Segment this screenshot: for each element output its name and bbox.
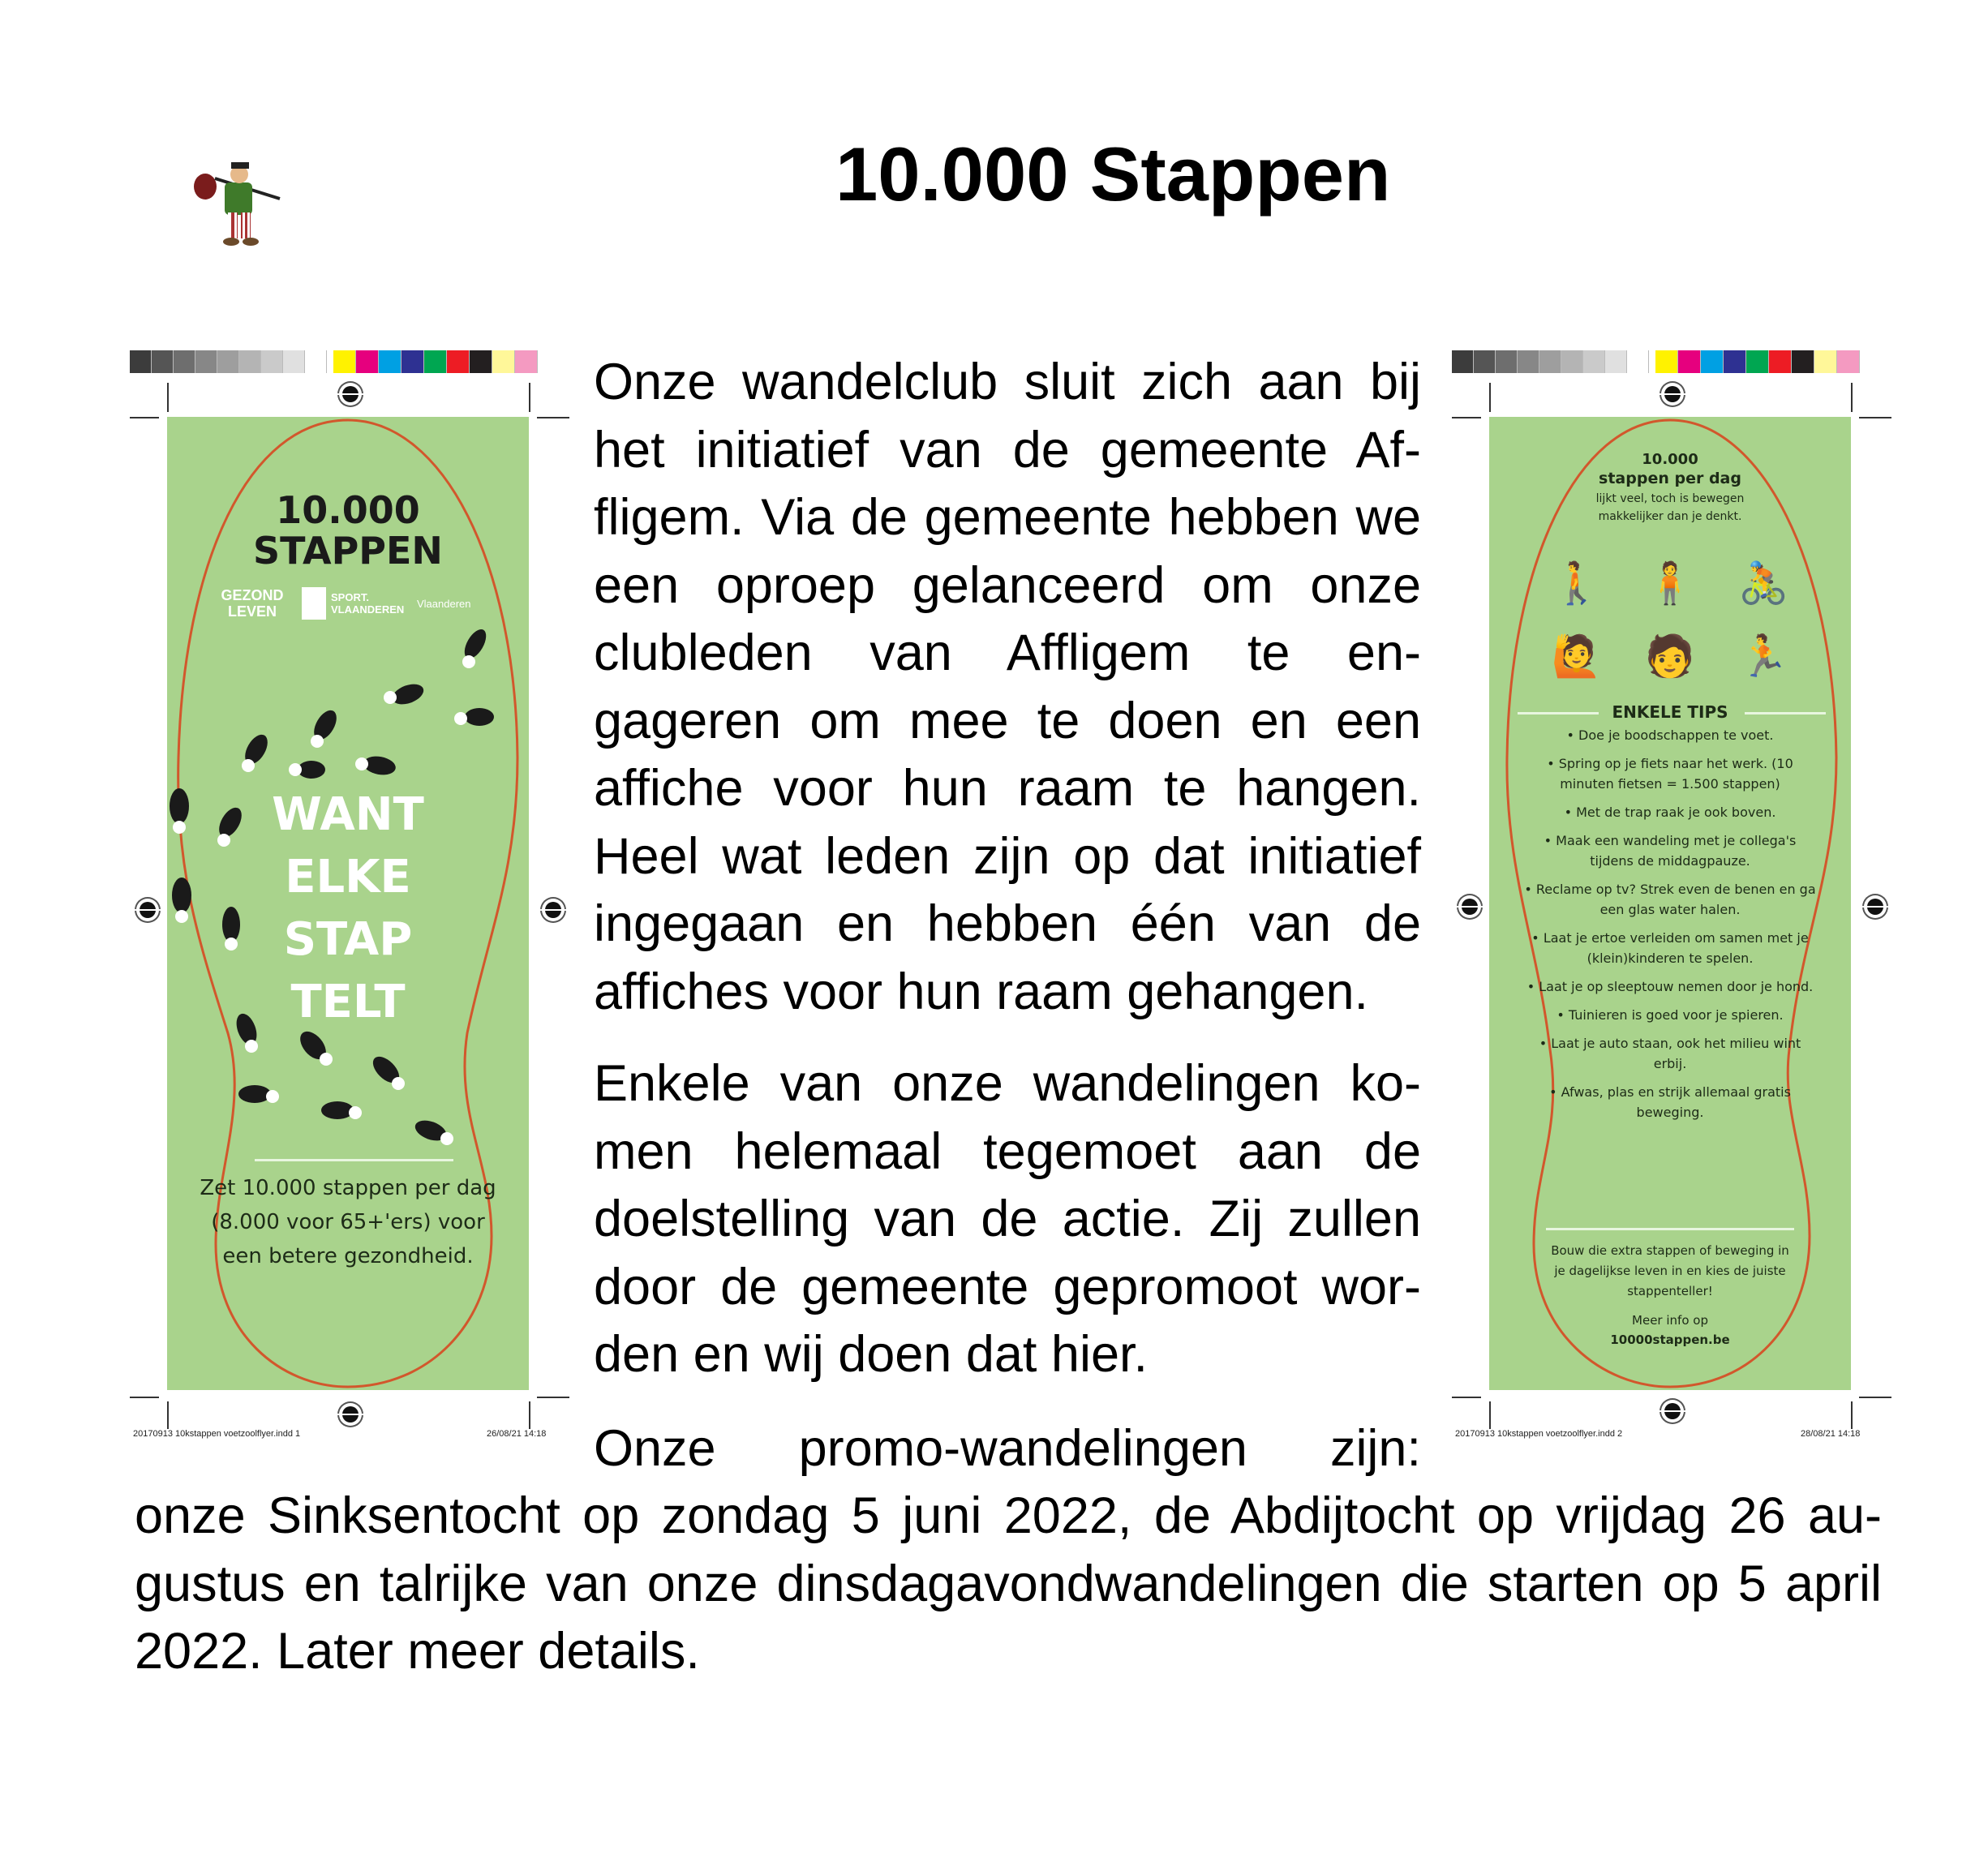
cyclist-icon: 🚴 (1738, 560, 1789, 606)
registration-mark-icon (1664, 386, 1681, 402)
color-swatch (152, 350, 174, 373)
tip-item: • Doe je boodschappen te voet. (1566, 727, 1774, 743)
print-slug-file: 20170913 10kstappen voetzoolflyer.indd 1 (133, 1429, 301, 1439)
crop-mark (1851, 383, 1853, 412)
crop-mark (537, 417, 569, 418)
stairs-icon: 🧍 (1644, 560, 1696, 606)
tip-item: • Maak een wandeling met je collega's tijdens de middagpauze. (1544, 833, 1797, 869)
color-swatch (1605, 350, 1627, 373)
tip-item: • Laat je ertoe verleiden om samen met je (klein)kinderen te spelen. (1531, 930, 1809, 966)
gezond-leven-logo: GEZOND LEVEN (221, 587, 284, 620)
flyer-front (130, 350, 572, 1437)
vlaanderen-logo: Vlaanderen (417, 597, 471, 610)
flyer-front-page (167, 417, 529, 1390)
tip-item: • Met de trap raak je ook boven. (1564, 805, 1776, 820)
playing-child-icon: 🙋 (1551, 633, 1602, 679)
color-swatch (1583, 350, 1605, 373)
color-swatch (217, 350, 239, 373)
swatch-gap (1649, 350, 1655, 373)
color-swatch (1496, 350, 1518, 373)
wanderer-logo-icon (182, 154, 292, 251)
color-swatch (1746, 350, 1769, 373)
registration-mark-icon (1867, 899, 1883, 915)
color-swatch (470, 350, 492, 373)
back-heading-text: stappen per dag (1599, 470, 1741, 487)
article-paragraph-3-lead: Onze promo-wandelingen zijn: (594, 1420, 1421, 1477)
crop-mark (1452, 417, 1481, 418)
color-swatch (356, 350, 379, 373)
color-swatch (492, 350, 515, 373)
crop-mark (1859, 1397, 1891, 1398)
color-swatch (1814, 350, 1837, 373)
article-paragraph-2: Enkele van onze wandelingen ko-men helemaal tegemoet aan de doelstelling van de actie. Zij zullen door de gemeente gepromoot wor-den en wij doen dat hier. (594, 1055, 1421, 1383)
registration-mark-icon (342, 386, 359, 402)
flyer-heading-word: STAPPEN (253, 529, 443, 573)
color-swatch (1518, 350, 1539, 373)
sport-vlaanderen-logo: SPORT. VLAANDEREN (302, 587, 404, 620)
back-subtitle: lijkt veel, toch is bewegen makkelijker dan je denkt. (1595, 492, 1745, 523)
runners-icon: 🏃 (1738, 633, 1789, 679)
crop-mark (1859, 417, 1891, 418)
tip-item: • Laat je op sleeptouw nemen door je hond. (1526, 979, 1814, 994)
closing-text: Bouw die extra stappen of beweging in je dagelijkse leven in en kies de juiste stappenteller! (1551, 1243, 1789, 1298)
color-swatch (515, 350, 538, 373)
tip-item: • Reclame op tv? Strek even de benen en ga een glas water halen. (1524, 882, 1816, 917)
color-swatch (1678, 350, 1701, 373)
crop-mark (529, 383, 530, 412)
registration-mark-icon (342, 1406, 359, 1423)
flyer-back (1452, 350, 1894, 1437)
color-swatch (447, 350, 470, 373)
print-slug-date: 26/08/21 14:18 (487, 1429, 547, 1439)
flyer-heading-number: 10.000 (276, 488, 420, 532)
divider (255, 1159, 453, 1161)
back-heading-number: 10.000 (1642, 451, 1698, 468)
registration-mark-icon (545, 902, 561, 918)
color-swatch (195, 350, 217, 373)
print-slug-date: 28/08/21 14:18 (1801, 1429, 1861, 1439)
swatch-gap (327, 350, 333, 373)
color-swatch (1837, 350, 1860, 373)
color-swatch (401, 350, 424, 373)
tips-title: ENKELE TIPS (1612, 702, 1728, 722)
color-calibration-bar (130, 350, 538, 373)
crop-mark (1489, 383, 1491, 412)
gardening-icon: 🧑 (1644, 633, 1696, 679)
color-swatch (1627, 350, 1649, 373)
tip-item: • Tuinieren is goed voor je spieren. (1556, 1007, 1784, 1023)
color-swatch (1452, 350, 1474, 373)
article-paragraph-3: onze Sinksentocht op zondag 5 juni 2022, de Abdijtocht op vrijdag 26 au-gustus en talrijke van onze dinsdagavondwandelingen die starten op 5 april 2022. Later meer details. (135, 1487, 1882, 1680)
tip-item: • Afwas, plas en strijk allemaal gratis beweging. (1549, 1084, 1791, 1120)
color-swatch (1701, 350, 1724, 373)
article-paragraph-1: Onze wandelclub sluit zich aan bij het initiatief van de gemeente Af-fligem. Via de gemeente hebben we een oproep gelanceerd om onze clubleden van Affligem te en-gageren om mee te doen en een affiche voor hun raam te hangen. Heel wat leden zijn op dat initiatief ingegaan en hebben één van de affiches voor hun raam gehangen. (594, 354, 1421, 1020)
tip-item: • Spring op je fiets naar het werk. (10 minuten fietsen = 1.500 stappen) (1547, 756, 1793, 792)
tips-list (1522, 725, 1818, 1131)
crop-mark (130, 417, 159, 418)
crop-mark (1452, 1397, 1481, 1398)
crop-mark (529, 1401, 530, 1429)
color-swatch (1792, 350, 1814, 373)
crop-mark (167, 1401, 169, 1429)
crop-mark (167, 383, 169, 412)
color-swatch (1474, 350, 1496, 373)
color-swatch (305, 350, 327, 373)
color-swatch (174, 350, 195, 373)
flyer-back-page (1489, 417, 1851, 1390)
walking-dog-icon: 🚶 (1551, 560, 1602, 606)
color-swatch (1655, 350, 1678, 373)
crop-mark (537, 1397, 569, 1398)
color-swatch (239, 350, 261, 373)
crop-mark (1489, 1401, 1491, 1429)
website-link[interactable]: 10000stappen.be (1610, 1332, 1730, 1347)
color-swatch (1561, 350, 1583, 373)
color-swatch (1724, 350, 1746, 373)
crop-mark (130, 1397, 159, 1398)
activity-icons (1530, 555, 1810, 684)
color-calibration-bar (1452, 350, 1860, 373)
color-swatch (261, 350, 283, 373)
registration-mark-icon (1462, 899, 1478, 915)
color-swatch (424, 350, 447, 373)
more-info-label: Meer info op (1632, 1313, 1708, 1328)
slogan: WANT ELKE STAP TELT (272, 788, 424, 1028)
registration-mark-icon (1664, 1403, 1681, 1419)
color-swatch (130, 350, 152, 373)
crop-mark (1851, 1401, 1853, 1429)
color-swatch (333, 350, 356, 373)
color-swatch (379, 350, 401, 373)
page-title: 10.000 Stappen (835, 131, 1391, 217)
print-slug-file: 20170913 10kstappen voetzoolflyer.indd 2 (1455, 1429, 1623, 1439)
registration-mark-icon (140, 902, 156, 918)
tip-item: • Laat je auto staan, ook het milieu wint erbij. (1539, 1036, 1801, 1071)
divider (1546, 1228, 1794, 1230)
flyer-front-bottom-text: Zet 10.000 stappen per dag (8.000 voor 65+'ers) voor een betere gezondheid. (200, 1176, 496, 1268)
divider (1745, 712, 1826, 714)
color-swatch (1769, 350, 1792, 373)
color-swatch (283, 350, 305, 373)
color-swatch (1539, 350, 1561, 373)
